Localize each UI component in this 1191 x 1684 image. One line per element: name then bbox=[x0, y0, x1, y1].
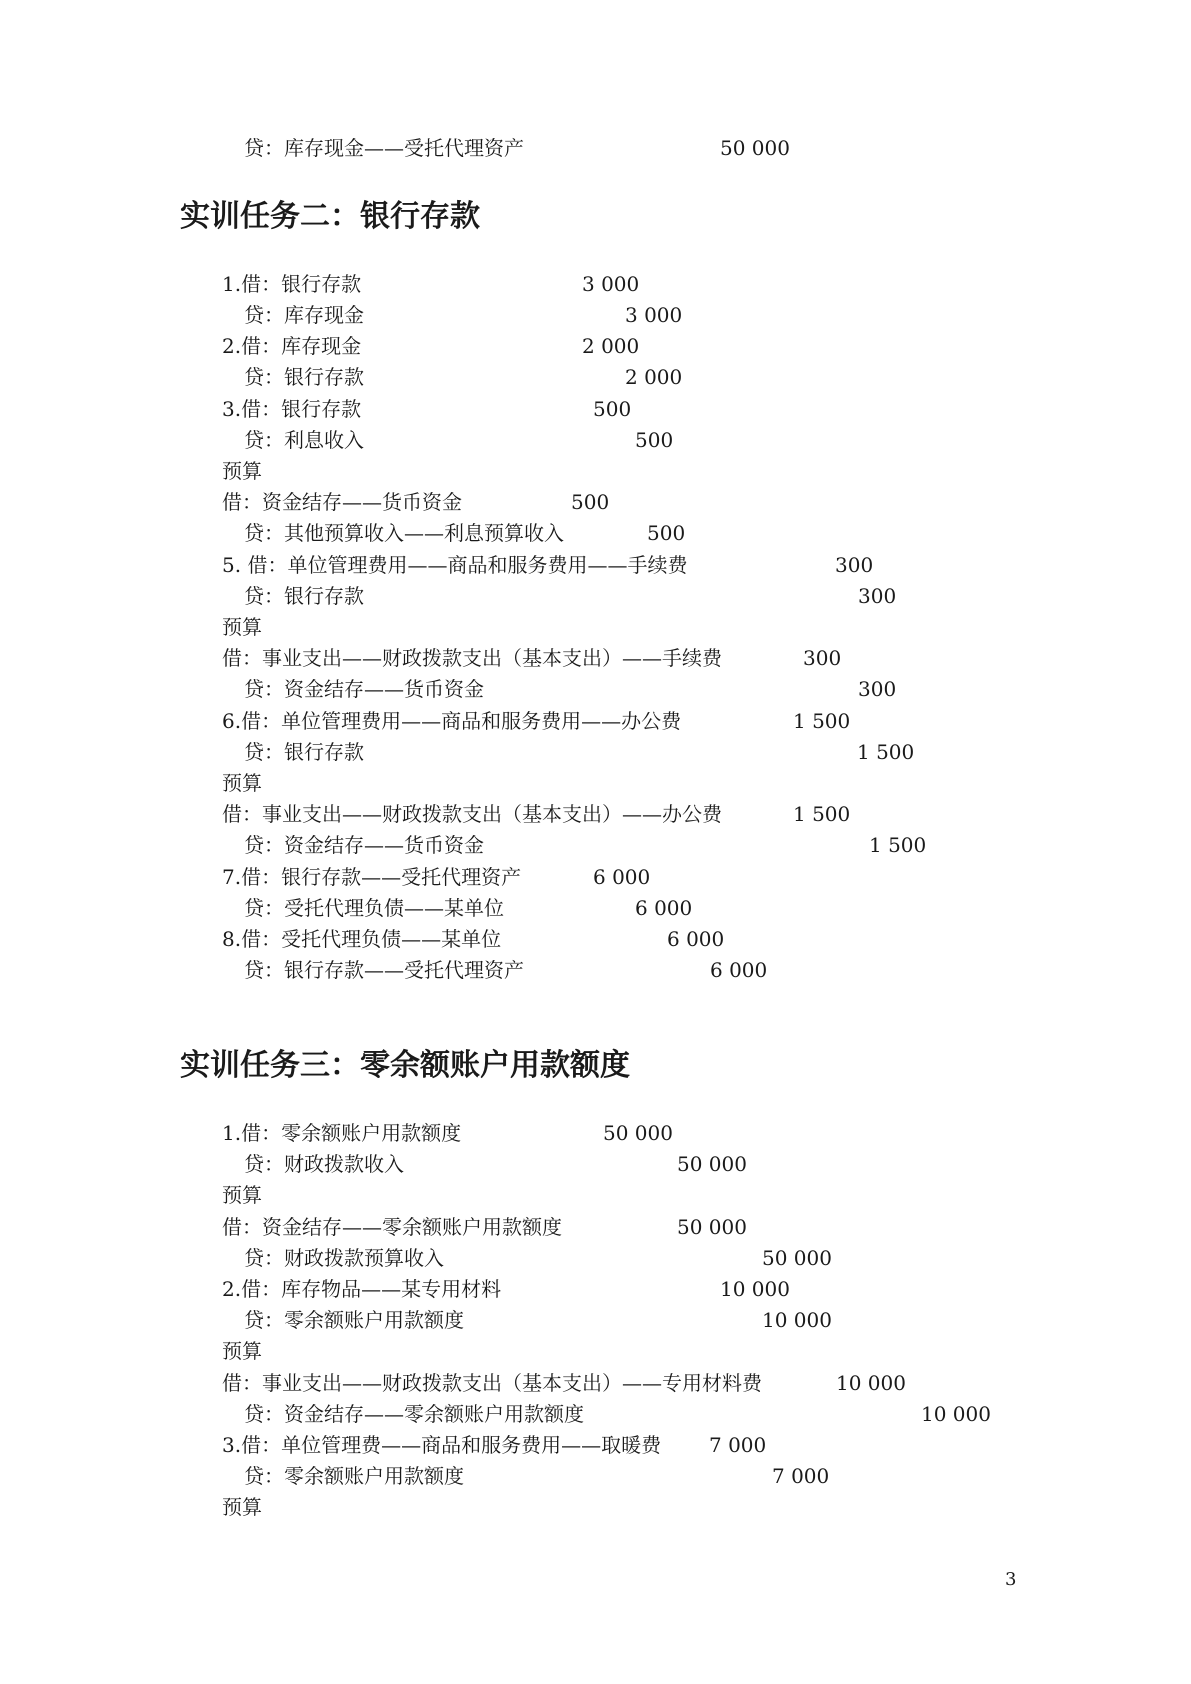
entry-amount: 50 000 bbox=[677, 1215, 747, 1239]
entry-text: 2.借：库存现金 bbox=[222, 334, 362, 358]
entry-amount: 3 000 bbox=[582, 272, 640, 296]
entry-amount: 6 000 bbox=[635, 896, 693, 920]
entry-amount: 10 000 bbox=[921, 1402, 991, 1426]
budget-label bbox=[222, 1493, 262, 1577]
entry-text: 贷：零余额账户用款额度 bbox=[244, 1308, 464, 1332]
section-heading: 实训任务二：银行存款 bbox=[180, 199, 480, 234]
entry-amount: 7 000 bbox=[772, 1464, 830, 1488]
entry-amount: 1 500 bbox=[869, 833, 927, 857]
entry-amount: 50 000 bbox=[762, 1246, 832, 1270]
entry-text: 借：资金结存——零余额账户用款额度 bbox=[222, 1215, 562, 1239]
entry-text: 3.借：银行存款 bbox=[222, 397, 362, 421]
entry-text: 贷：资金结存——货币资金 bbox=[244, 833, 484, 857]
entry-text: 借：事业支出——财政拨款支出（基本支出）——手续费 bbox=[222, 646, 722, 670]
entry-amount: 500 bbox=[593, 397, 632, 421]
entry-text: 预算 bbox=[222, 459, 262, 483]
entry-amount: 50 000 bbox=[720, 136, 790, 160]
entry-text: 借：事业支出——财政拨款支出（基本支出）——办公费 bbox=[222, 802, 722, 826]
entry-text: 贷：受托代理负债——某单位 bbox=[244, 896, 504, 920]
section-heading: 实训任务三：零余额账户用款额度 bbox=[180, 1048, 630, 1083]
entry-amount: 2 000 bbox=[582, 334, 640, 358]
entry-amount: 50 000 bbox=[603, 1121, 673, 1145]
entry-text: 2.借：库存物品——某专用材料 bbox=[222, 1277, 502, 1301]
entry-text: 贷：库存现金 bbox=[244, 303, 364, 327]
entry-text: 贷：利息收入 bbox=[244, 428, 364, 452]
entry-amount: 500 bbox=[635, 428, 674, 452]
entry-amount: 1 500 bbox=[793, 802, 851, 826]
entry-text: 预算 bbox=[222, 771, 262, 795]
entry-amount: 300 bbox=[858, 584, 897, 608]
entry-amount: 500 bbox=[571, 490, 610, 514]
entry-amount: 300 bbox=[835, 553, 874, 577]
entry-amount: 7 000 bbox=[709, 1433, 767, 1457]
entry-text: 贷：资金结存——货币资金 bbox=[244, 677, 484, 701]
entry-text: 8.借：受托代理负债——某单位 bbox=[222, 927, 502, 951]
entry-amount: 500 bbox=[647, 521, 686, 545]
entry-amount: 1 500 bbox=[857, 740, 915, 764]
entry-amount: 2 000 bbox=[625, 365, 683, 389]
entry-text: 5. 借：单位管理费用——商品和服务费用——手续费 bbox=[222, 553, 688, 577]
entry-amount: 10 000 bbox=[720, 1277, 790, 1301]
entry-amount: 50 000 bbox=[677, 1152, 747, 1176]
entry-text: 贷：银行存款 bbox=[244, 740, 364, 764]
entry-text: 贷：资金结存——零余额账户用款额度 bbox=[244, 1402, 584, 1426]
entry-text: 1.借：银行存款 bbox=[222, 272, 362, 296]
entry-text: 贷：银行存款 bbox=[244, 365, 364, 389]
entry-text: 贷：银行存款 bbox=[244, 584, 364, 608]
entry-text: 贷：零余额账户用款额度 bbox=[244, 1464, 464, 1488]
entry-amount: 300 bbox=[858, 677, 897, 701]
entry-amount: 10 000 bbox=[762, 1308, 832, 1332]
entry-text: 预算 bbox=[222, 615, 262, 639]
entry-text: 贷：财政拨款收入 bbox=[244, 1152, 404, 1176]
entry-text: 借：资金结存——货币资金 bbox=[222, 490, 462, 514]
entry-text: 6.借：单位管理费用——商品和服务费用——办公费 bbox=[222, 709, 682, 733]
entry-text: 预算 bbox=[222, 1183, 262, 1207]
entry-amount: 300 bbox=[803, 646, 842, 670]
entry-text: 7.借：银行存款——受托代理资产 bbox=[222, 865, 522, 889]
entry-text: 贷：其他预算收入——利息预算收入 bbox=[244, 521, 564, 545]
entry-text: 借：事业支出——财政拨款支出（基本支出）——专用材料费 bbox=[222, 1371, 762, 1395]
entry-text: 贷：银行存款——受托代理资产 bbox=[244, 958, 524, 982]
entry-amount: 6 000 bbox=[593, 865, 651, 889]
entry-text: 预算 bbox=[222, 1495, 262, 1519]
entry-amount: 6 000 bbox=[667, 927, 725, 951]
entry-amount: 6 000 bbox=[710, 958, 768, 982]
entry-amount: 1 500 bbox=[793, 709, 851, 733]
entry-amount: 10 000 bbox=[836, 1371, 906, 1395]
entry-text: 贷：库存现金——受托代理资产 bbox=[244, 136, 524, 160]
entry-text: 3.借：单位管理费——商品和服务费用——取暖费 bbox=[222, 1433, 662, 1457]
entry-text: 贷：财政拨款预算收入 bbox=[244, 1246, 444, 1270]
entry-text: 预算 bbox=[222, 1339, 262, 1363]
entry-amount: 3 000 bbox=[625, 303, 683, 327]
entry-text: 1.借：零余额账户用款额度 bbox=[222, 1121, 462, 1145]
page-number: 3 bbox=[1005, 1569, 1017, 1590]
